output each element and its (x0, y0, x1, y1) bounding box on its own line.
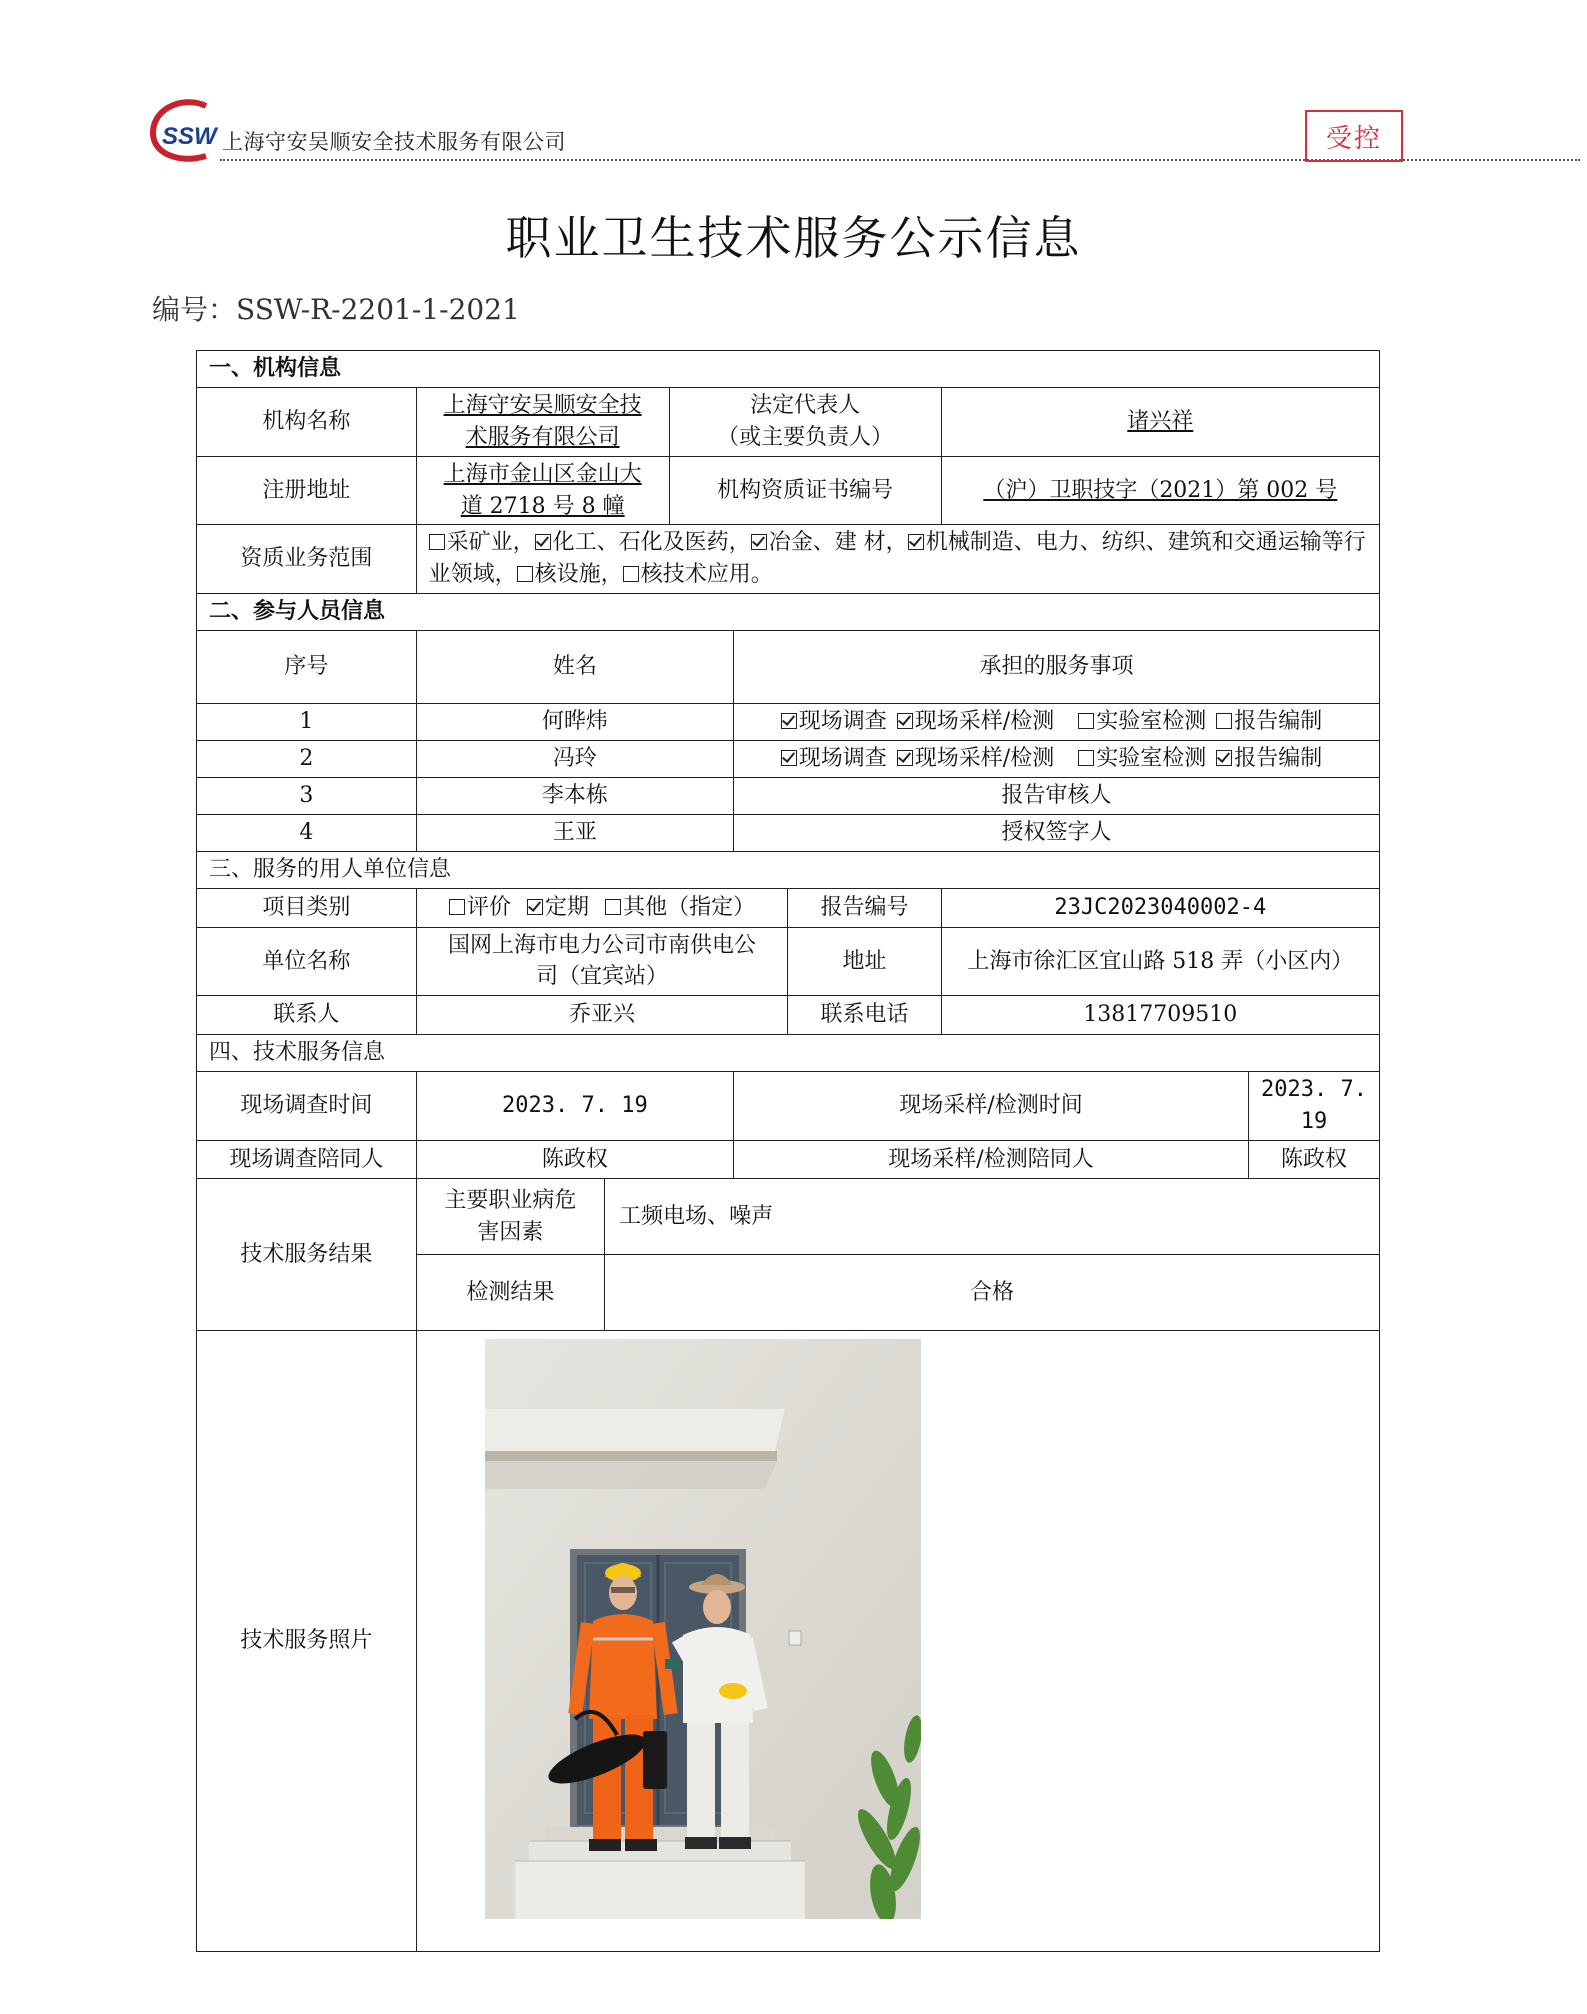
checkbox-label: 实验室检测 (1096, 709, 1207, 735)
duty-item (1216, 706, 1322, 738)
checkbox-unchecked-icon (449, 899, 465, 915)
checkbox-label: 定期 (545, 894, 590, 920)
scope-item (623, 562, 773, 587)
staff-no: 1 (197, 704, 417, 741)
test-result-value: 合格 (605, 1255, 1380, 1331)
survey-time-value: 2023. 7. 19 (416, 1072, 733, 1141)
test-result-label: 检测结果 (416, 1255, 604, 1331)
org-name-line1: 上海守安吴顺安全技 (443, 392, 642, 418)
checkbox-label: 核设施， (534, 562, 623, 588)
staff-no: 2 (197, 741, 417, 778)
checkbox-checked-icon (781, 750, 797, 766)
org-name-label: 机构名称 (197, 387, 417, 456)
survey-escort-value: 陈政权 (416, 1141, 733, 1179)
hazard-label (416, 1179, 604, 1255)
staff-name: 王亚 (416, 814, 733, 851)
sampling-time-label: 现场采样/检测时间 (734, 1072, 1249, 1141)
checkbox-unchecked-icon (605, 899, 621, 915)
checkbox-label: 其他（指定） (623, 894, 756, 920)
staff-role: 报告审核人 (734, 777, 1380, 814)
checkbox-checked-icon (897, 713, 913, 729)
hazard-value: 工频电场、噪声 (605, 1179, 1380, 1255)
scope-value (416, 525, 1379, 594)
checkbox-unchecked-icon (517, 566, 533, 582)
photo-label: 技术服务照片 (197, 1331, 417, 1952)
staff-name: 李本栋 (416, 777, 733, 814)
result-label: 技术服务结果 (197, 1179, 417, 1331)
document-title: 职业卫生技术服务公示信息 (505, 211, 1082, 265)
checkbox-checked-icon (781, 713, 797, 729)
checkbox-checked-icon (751, 534, 767, 550)
checkbox-label: 采矿业， (446, 530, 535, 556)
checkbox-label: 现场采样/检测 (914, 746, 1055, 772)
checkbox-label: 现场采样/检测 (914, 709, 1055, 735)
logo-text: SSW (162, 123, 217, 150)
org-name-line2: 术服务有限公司 (465, 424, 620, 450)
cert-number: （沪）卫职技字（2021）第 002 号 (983, 477, 1338, 503)
col-duty-header: 承担的服务事项 (734, 631, 1380, 704)
staff-name: 冯玲 (416, 741, 733, 778)
checkbox-label: 报告编制 (1234, 709, 1323, 735)
service-photo-illustration (485, 1339, 921, 1919)
scope-item (517, 562, 623, 587)
staff-no: 4 (197, 814, 417, 851)
staff-duties (734, 741, 1380, 778)
scope-label: 资质业务范围 (197, 525, 417, 594)
scope-item (535, 530, 751, 555)
duty-item (897, 706, 1054, 738)
company-name: 上海守安吴顺安全技术服务有限公司 (222, 130, 566, 154)
unit-address-value: 上海市徐汇区宜山路 518 弄（小区内） (941, 927, 1379, 996)
checkbox-label: 报告编制 (1234, 746, 1323, 772)
checkbox-unchecked-icon (1216, 713, 1232, 729)
page-header (150, 96, 1430, 166)
staff-no: 3 (197, 777, 417, 814)
photo-cell (416, 1331, 1379, 1952)
report-no-value: 23JC2023040002-4 (941, 888, 1379, 927)
address-line2: 道 2718 号 8 幢 (460, 493, 625, 519)
scope-item (429, 530, 535, 555)
contact-value: 乔亚兴 (416, 996, 788, 1035)
checkbox-label: 现场调查 (798, 709, 887, 735)
cert-label: 机构资质证书编号 (669, 456, 941, 525)
project-type-value (416, 888, 788, 927)
table-row (197, 741, 1380, 778)
section-heading-client: 三、服务的用人单位信息 (197, 851, 1380, 888)
report-no-label: 报告编号 (788, 888, 941, 927)
unit-name-line1: 国网上海市电力公司市南供电公 (448, 932, 757, 958)
contact-label: 联系人 (197, 996, 417, 1035)
checkbox-label: 核技术应用。 (640, 562, 773, 588)
staff-role: 授权签字人 (734, 814, 1380, 851)
legal-rep-label (669, 387, 941, 456)
checkbox-label: 评价 (467, 894, 512, 920)
legal-rep-label-line2: （或主要负责人） (717, 424, 894, 450)
checkbox-unchecked-icon (623, 566, 639, 582)
hazard-label-line1: 主要职业病危 (444, 1187, 577, 1213)
unit-name-line2: 司（宜宾站） (536, 964, 669, 990)
duty-item (781, 743, 887, 775)
project-type-option (527, 892, 589, 924)
checkbox-checked-icon (908, 534, 924, 550)
address-label: 注册地址 (197, 456, 417, 525)
checkbox-checked-icon (535, 534, 551, 550)
checkbox-label: 冶金、建 材， (768, 530, 908, 556)
project-type-label: 项目类别 (197, 888, 417, 927)
duty-item (1078, 743, 1206, 775)
staff-duties (734, 704, 1380, 741)
unit-address-label: 地址 (788, 927, 941, 996)
col-name-header: 姓名 (416, 631, 733, 704)
unit-name-label: 单位名称 (197, 927, 417, 996)
checkbox-label: 化工、石化及医药， (552, 530, 751, 556)
legal-rep-name: 诸兴祥 (1127, 408, 1194, 434)
checkbox-label: 机械制造、电力、纺织、建筑和交通运输等行业领域， (428, 530, 1366, 588)
project-type-option (605, 892, 755, 924)
address-value (416, 456, 669, 525)
ssw-logo-icon (150, 98, 220, 164)
section-heading-service: 四、技术服务信息 (197, 1035, 1380, 1072)
table-row (197, 777, 1380, 814)
section-heading-org: 一、机构信息 (197, 351, 1380, 388)
disclosure-table (196, 350, 1380, 1952)
phone-value: 13817709510 (941, 996, 1379, 1035)
cert-value (941, 456, 1379, 525)
duty-item (1078, 706, 1206, 738)
checkbox-label: 现场调查 (798, 746, 887, 772)
table-row (197, 814, 1380, 851)
service-photo (485, 1339, 921, 1919)
survey-time-label: 现场调查时间 (197, 1072, 417, 1141)
checkbox-unchecked-icon (1078, 750, 1094, 766)
controlled-stamp: 受控 (1305, 110, 1403, 162)
section-heading-staff: 二、参与人员信息 (197, 594, 1380, 631)
duty-item (781, 706, 887, 738)
document-number: 编号：SSW-R-2201-1-2021 (152, 293, 520, 326)
legal-rep-label-line1: 法定代表人 (750, 392, 861, 418)
hazard-label-line2: 害因素 (477, 1219, 544, 1245)
checkbox-unchecked-icon (1078, 713, 1094, 729)
checkbox-checked-icon (1216, 750, 1232, 766)
col-no-header: 序号 (197, 631, 417, 704)
checkbox-checked-icon (527, 899, 543, 915)
sampling-escort-value: 陈政权 (1248, 1141, 1379, 1179)
table-row (197, 704, 1380, 741)
org-name-value (416, 387, 669, 456)
sampling-escort-label: 现场采样/检测陪同人 (734, 1141, 1249, 1179)
sampling-time-value: 2023. 7. 19 (1248, 1072, 1379, 1141)
project-type-option (449, 892, 511, 924)
duty-item (897, 743, 1054, 775)
unit-name-value (416, 927, 788, 996)
scope-item (751, 530, 908, 555)
checkbox-checked-icon (897, 750, 913, 766)
staff-name: 何晔炜 (416, 704, 733, 741)
phone-label: 联系电话 (788, 996, 941, 1035)
checkbox-unchecked-icon (429, 534, 445, 550)
survey-escort-label: 现场调查陪同人 (197, 1141, 417, 1179)
checkbox-label: 实验室检测 (1096, 746, 1207, 772)
duty-item (1216, 743, 1322, 775)
address-line1: 上海市金山区金山大 (443, 461, 642, 487)
legal-rep-value (941, 387, 1379, 456)
